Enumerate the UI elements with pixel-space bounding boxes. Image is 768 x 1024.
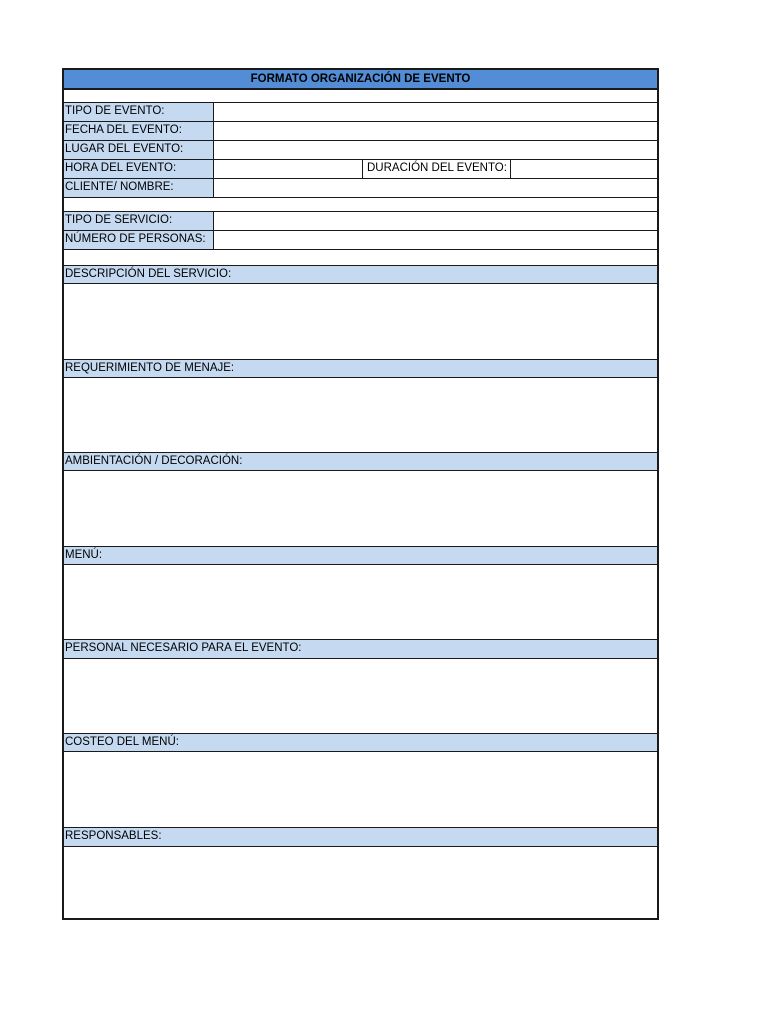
costeo-menu-area[interactable] bbox=[64, 752, 657, 827]
section-header-costeo-menu: COSTEO DEL MENÚ: bbox=[64, 733, 657, 752]
section-header-personal-necesario: PERSONAL NECESARIO PARA EL EVENTO: bbox=[64, 639, 657, 659]
descripcion-servicio-area[interactable] bbox=[64, 284, 657, 359]
cliente-nombre-label: CLIENTE/ NOMBRE: bbox=[64, 179, 214, 197]
menu-area[interactable] bbox=[64, 565, 657, 639]
event-organization-form bbox=[62, 68, 659, 920]
tipo-servicio-label: TIPO DE SERVICIO: bbox=[64, 212, 214, 230]
section-header-descripcion-servicio: DESCRIPCIÓN DEL SERVICIO: bbox=[64, 265, 657, 284]
numero-personas-field[interactable] bbox=[214, 231, 657, 249]
spacer-row bbox=[64, 89, 657, 102]
spacer-row bbox=[64, 249, 657, 265]
cliente-nombre-field[interactable] bbox=[214, 179, 657, 197]
field-row-hora-duracion bbox=[64, 159, 657, 178]
fecha-evento-field[interactable] bbox=[214, 122, 657, 140]
hora-evento-field[interactable] bbox=[214, 160, 363, 178]
tipo-evento-field[interactable] bbox=[214, 103, 657, 121]
ambientacion-decoracion-area[interactable] bbox=[64, 471, 657, 546]
lugar-evento-label: LUGAR DEL EVENTO: bbox=[64, 141, 214, 159]
field-row-tipo-servicio bbox=[64, 211, 657, 230]
field-row-numero-personas bbox=[64, 230, 657, 249]
section-header-responsables: RESPONSABLES: bbox=[64, 827, 657, 847]
duracion-evento-field[interactable] bbox=[511, 160, 657, 178]
numero-personas-label: NÚMERO DE PERSONAS: bbox=[64, 231, 214, 249]
form-title: FORMATO ORGANIZACIÓN DE EVENTO bbox=[64, 70, 657, 89]
personal-necesario-area[interactable] bbox=[64, 659, 657, 733]
lugar-evento-field[interactable] bbox=[214, 141, 657, 159]
field-row-tipo-evento bbox=[64, 102, 657, 121]
responsables-area[interactable] bbox=[64, 847, 657, 918]
section-header-ambientacion-decoracion: AMBIENTACIÓN / DECORACIÓN: bbox=[64, 452, 657, 471]
tipo-evento-label: TIPO DE EVENTO: bbox=[64, 103, 214, 121]
tipo-servicio-field[interactable] bbox=[214, 212, 657, 230]
field-row-fecha-evento bbox=[64, 121, 657, 140]
requerimiento-menaje-area[interactable] bbox=[64, 378, 657, 452]
section-header-menu: MENÚ: bbox=[64, 546, 657, 565]
field-row-lugar-evento bbox=[64, 140, 657, 159]
fecha-evento-label: FECHA DEL EVENTO: bbox=[64, 122, 214, 140]
hora-evento-label: HORA DEL EVENTO: bbox=[64, 160, 214, 178]
section-header-requerimiento-menaje: REQUERIMIENTO DE MENAJE: bbox=[64, 359, 657, 378]
duracion-evento-label: DURACIÓN DEL EVENTO: bbox=[363, 160, 511, 178]
spacer-row bbox=[64, 197, 657, 211]
field-row-cliente-nombre bbox=[64, 178, 657, 197]
